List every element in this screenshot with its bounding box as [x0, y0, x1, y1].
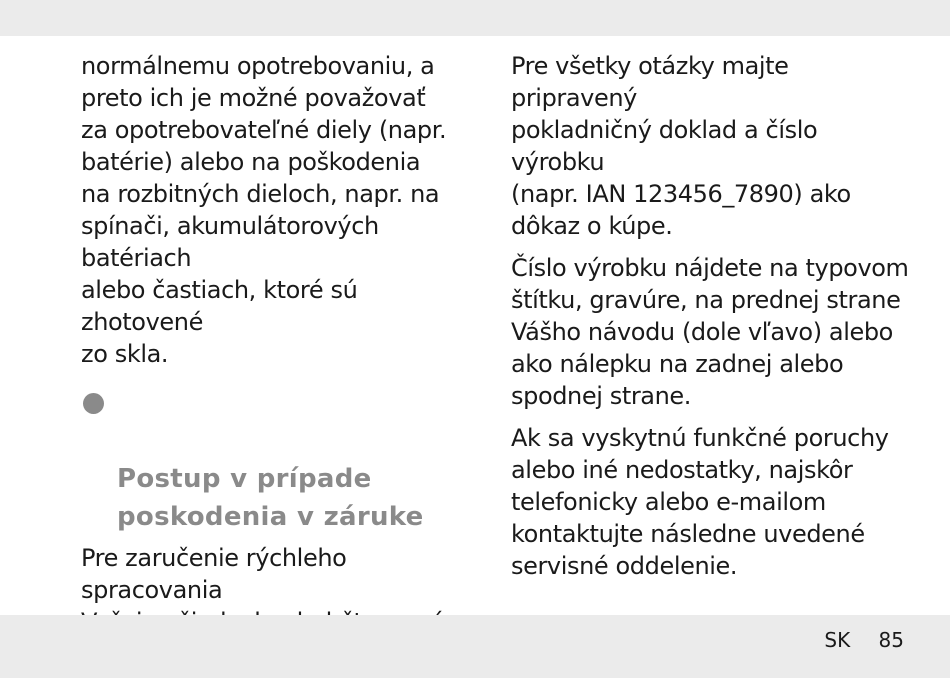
top-band	[0, 0, 950, 36]
left-paragraph-2: Pre zaručenie rýchleho spracovania	[81, 544, 347, 604]
page-number: 85	[878, 628, 904, 652]
language-code: SK	[824, 628, 851, 652]
bottom-band	[0, 615, 950, 678]
right-paragraph-3: Ak sa vyskytnú funkčné poruchy alebo iné nedostatky, najskôr telefonicky alebo e-mailom kontaktujte následne uvedené servisné oddelenie.	[511, 424, 889, 580]
page-footer	[824, 624, 904, 656]
section-heading	[81, 384, 481, 536]
section-heading-text: Postup v prípade poskodenia v záruke	[117, 464, 424, 532]
right-paragraph-2: Číslo výrobku nájdete na typovom štítku, gravúre, na prednej strane Vášho návodu (dole vľavo) alebo ako nálepku na zadnej alebo spodnej strane.	[511, 254, 909, 410]
left-column	[81, 50, 481, 670]
bullet-icon	[83, 393, 104, 414]
right-column	[511, 50, 911, 582]
right-paragraph-1: Pre všetky otázky majte pripravený pokladničný doklad a číslo výrobku (napr. IAN 123456_7890) ako dôkaz o kúpe.	[511, 52, 851, 240]
left-paragraph-1: normálnemu opotrebovaniu, a preto ich je možné považovať za opotrebovateľné diely (napr. batérie) alebo na poškodenia na rozbitných dieloch, napr. na spínači, akumulátorových batériach alebo častiach, ktoré sú zhotovené zo skla.	[81, 52, 447, 368]
